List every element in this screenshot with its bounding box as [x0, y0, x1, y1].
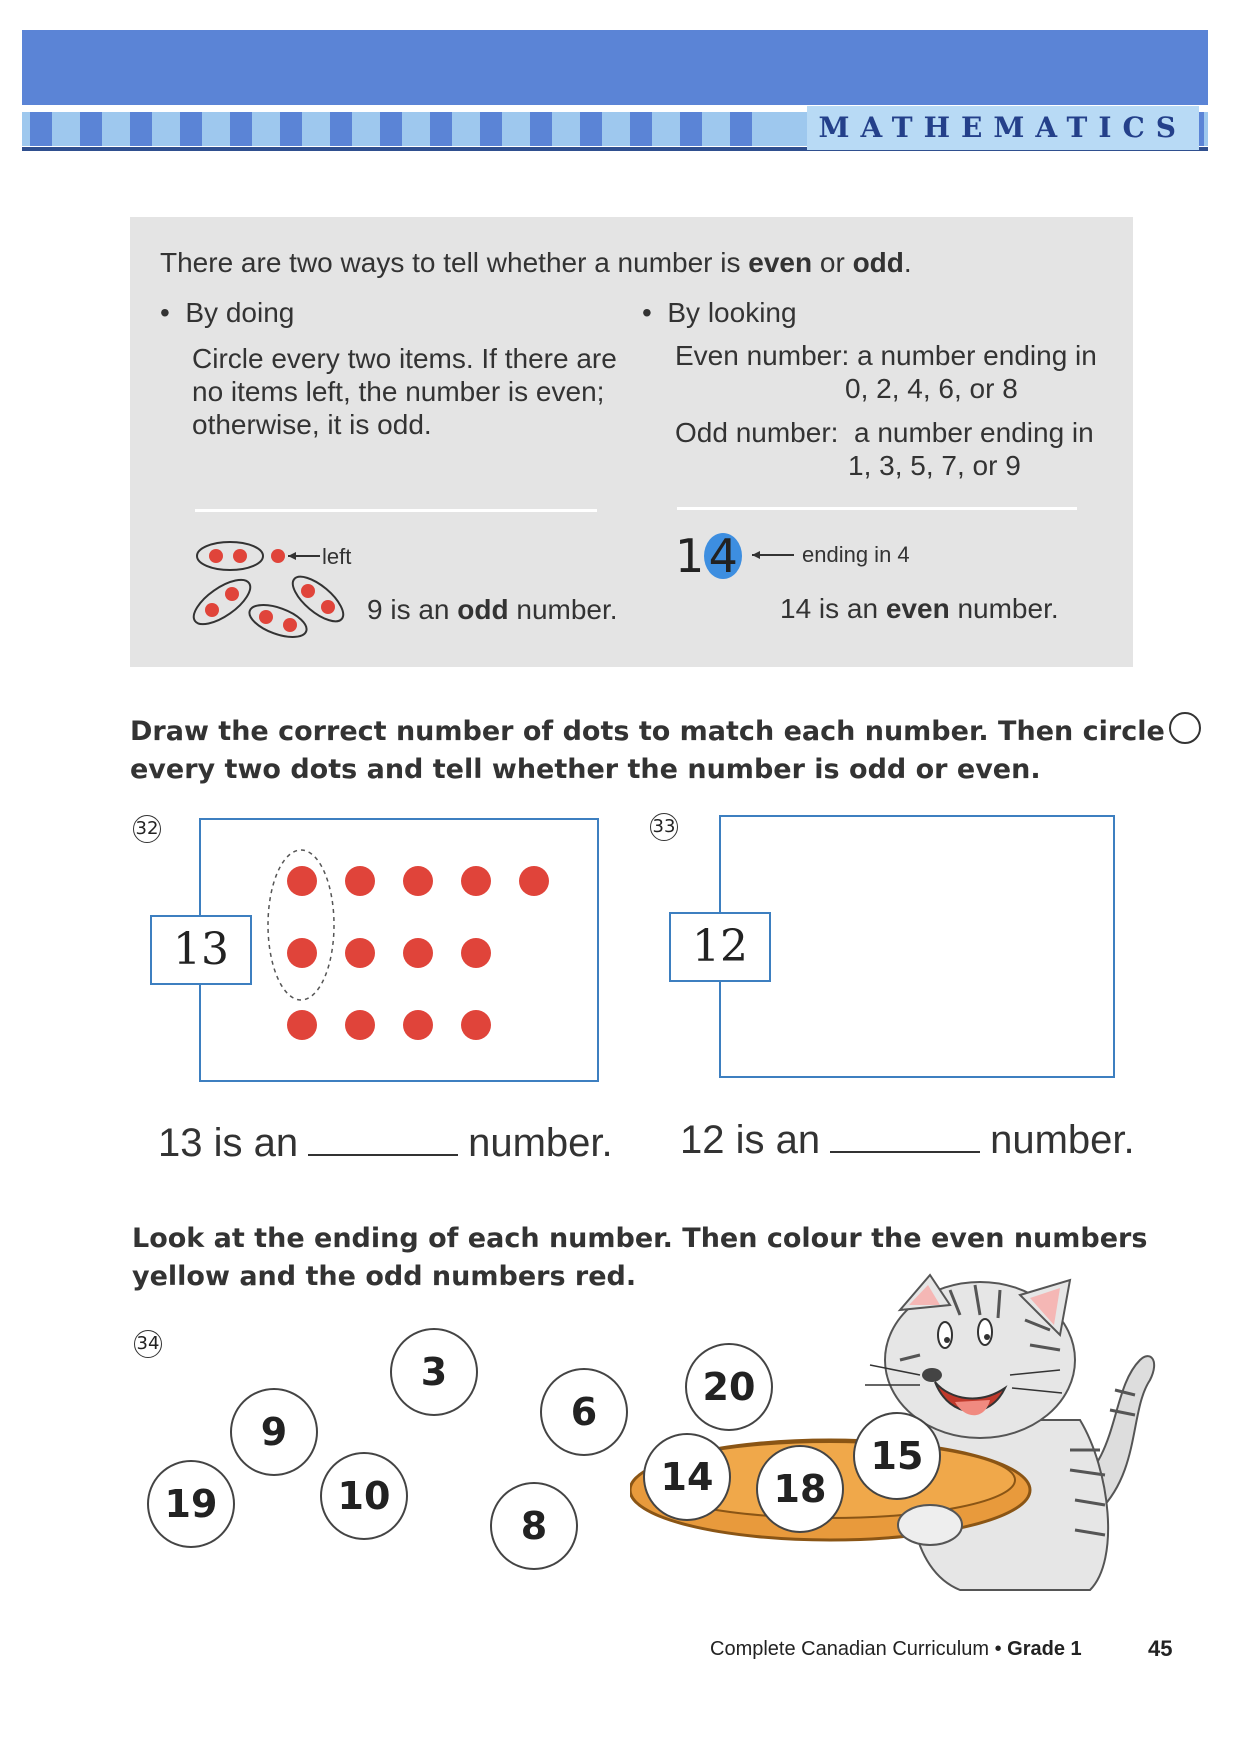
- info-box: [130, 217, 1133, 667]
- number-bubble[interactable]: 10: [320, 1452, 408, 1540]
- looking-heading: • By looking: [642, 297, 797, 328]
- odd-example-text: 9 is an odd number.: [367, 594, 618, 625]
- number-bubble[interactable]: 20: [685, 1343, 773, 1431]
- even-example-text: 14 is an even number.: [780, 593, 1059, 624]
- dot: [345, 938, 375, 968]
- doing-rule: [195, 509, 597, 512]
- q33-number-box: 12: [669, 912, 771, 982]
- section1-instruction: Draw the correct number of dots to match each number. Then circle every two dots and tell whether the number is odd or even.: [130, 712, 1201, 789]
- dot: [287, 866, 317, 896]
- dot: [461, 938, 491, 968]
- left-label: left: [322, 544, 352, 569]
- ending-arrow-icon: [750, 547, 795, 563]
- dot: [403, 866, 433, 896]
- odd-digits: 1, 3, 5, 7, or 9: [848, 450, 1021, 481]
- odd-rule-text: Odd number: a number ending in: [675, 417, 1094, 448]
- q33-dot-area[interactable]: [719, 815, 1115, 1078]
- doing-body: Circle every two items. If there are no items left, the number is even; otherwise, it is odd.: [192, 343, 617, 440]
- dot: [403, 1010, 433, 1040]
- doing-heading: • By doing: [160, 297, 295, 328]
- question-32-number: 32: [133, 815, 161, 843]
- section2-instruction: Look at the ending of each number. Then colour the even numbers yellow and the odd numbers red.: [132, 1223, 1148, 1292]
- header-banner: [22, 30, 1208, 105]
- footer-text: Complete Canadian Curriculum • Grade 1: [710, 1638, 1082, 1660]
- dot: [287, 1010, 317, 1040]
- number-bubble[interactable]: 18: [756, 1445, 844, 1533]
- ending-label: ending in 4: [802, 542, 910, 567]
- dot: [345, 866, 375, 896]
- info-intro: There are two ways to tell whether a number is even or odd.: [160, 247, 912, 278]
- dot: [345, 1010, 375, 1040]
- dot: [287, 938, 317, 968]
- number-bubble[interactable]: 19: [147, 1460, 235, 1548]
- number-bubble[interactable]: 8: [490, 1482, 578, 1570]
- even-example-number: 14: [675, 529, 742, 583]
- dot: [461, 1010, 491, 1040]
- q33-answer-blank[interactable]: [830, 1115, 980, 1153]
- number-bubble[interactable]: 9: [230, 1388, 318, 1476]
- number-bubble[interactable]: 6: [540, 1368, 628, 1456]
- q32-answer: 13 is an number.: [158, 1118, 613, 1166]
- q32-dot-area[interactable]: [199, 818, 599, 1082]
- looking-rule: [677, 507, 1077, 510]
- page-number: 45: [1148, 1636, 1173, 1661]
- question-33-number: 33: [650, 813, 678, 841]
- dot: [461, 866, 491, 896]
- q32-answer-blank[interactable]: [308, 1118, 458, 1156]
- q32-number-box: 13: [150, 915, 252, 985]
- q33-answer: 12 is an number.: [680, 1115, 1135, 1163]
- even-digits: 0, 2, 4, 6, or 8: [845, 373, 1018, 404]
- even-rule-text: Even number: a number ending in: [675, 340, 1097, 371]
- circle-symbol-icon: [1169, 712, 1201, 744]
- number-bubble[interactable]: 14: [643, 1433, 731, 1521]
- dot: [519, 866, 549, 896]
- dot: [403, 938, 433, 968]
- header-title: MATHEMATICS: [807, 106, 1199, 150]
- question-34-number: 34: [134, 1330, 162, 1358]
- number-bubble[interactable]: 15: [853, 1412, 941, 1500]
- number-bubble[interactable]: 3: [390, 1328, 478, 1416]
